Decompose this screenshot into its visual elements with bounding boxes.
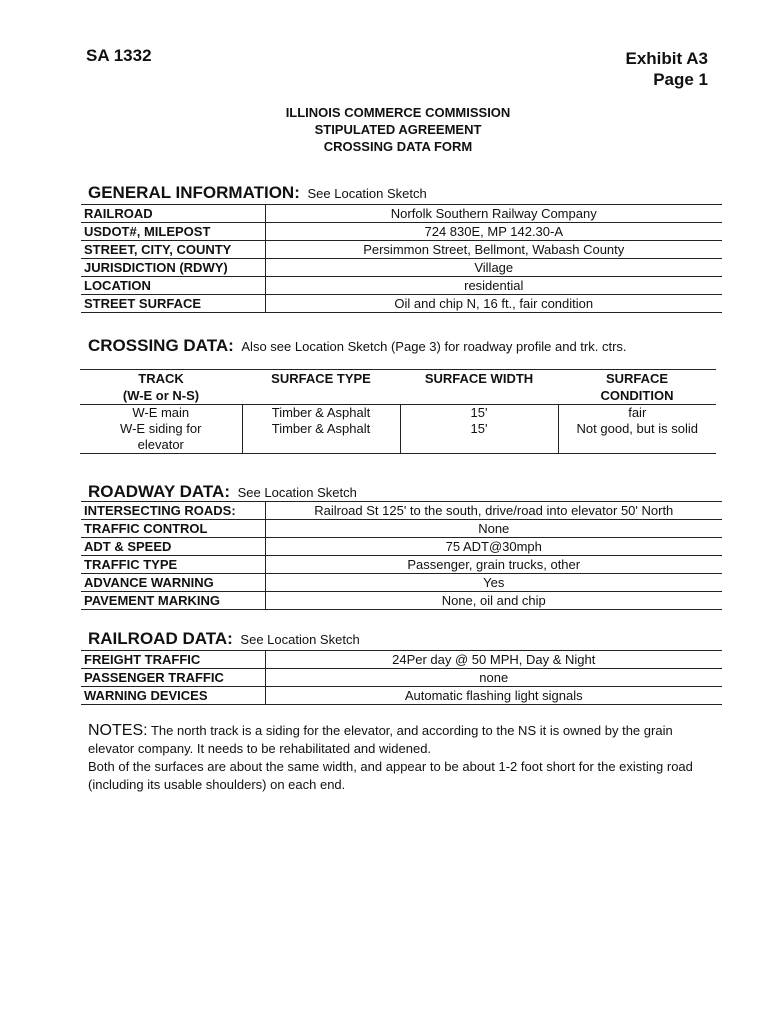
railroad-data-heading	[88, 629, 360, 649]
table-row	[81, 205, 722, 223]
col-condition-line-1: SURFACE	[605, 371, 669, 386]
table-row	[81, 687, 722, 705]
title-line-1: ILLINOIS COMMERCE COMMISSION	[285, 105, 511, 120]
title-line-3: CROSSING DATA FORM	[323, 139, 473, 154]
field-value: residential	[265, 277, 722, 295]
table-row	[81, 651, 722, 669]
notes-paragraph-1	[88, 722, 716, 758]
table-row	[81, 295, 722, 313]
page-number: Page 1	[653, 70, 708, 89]
table-row	[81, 520, 722, 538]
crossing-data-title: CROSSING DATA:	[88, 336, 234, 355]
cell-condition: Not good, but is solid	[558, 421, 716, 454]
field-label: WARNING DEVICES	[81, 687, 265, 705]
notes-section	[88, 722, 716, 794]
cell-type: Timber & Asphalt	[242, 421, 400, 454]
field-label: STREET SURFACE	[81, 295, 265, 313]
table-row	[81, 669, 722, 687]
crossing-data-heading	[88, 336, 627, 356]
cell-track: W-E siding for elevator	[80, 421, 242, 454]
table-row	[80, 405, 716, 422]
field-value: none	[265, 669, 722, 687]
table-row	[81, 574, 722, 592]
field-label: TRAFFIC TYPE	[81, 556, 265, 574]
railroad-data-note: See Location Sketch	[240, 632, 360, 647]
field-label: STREET, CITY, COUNTY	[81, 241, 265, 259]
field-value: Passenger, grain trucks, other	[265, 556, 722, 574]
railroad-data-table	[81, 650, 722, 705]
field-label: TRAFFIC CONTROL	[81, 520, 265, 538]
col-track-line-2: (W-E or N-S)	[122, 388, 200, 403]
roadway-data-note: See Location Sketch	[237, 485, 357, 500]
table-row	[81, 556, 722, 574]
field-value: 24Per day @ 50 MPH, Day & Night	[265, 651, 722, 669]
field-value: Yes	[265, 574, 722, 592]
cell-width: 15'	[400, 405, 558, 422]
field-value: Automatic flashing light signals	[265, 687, 722, 705]
cell-condition: fair	[628, 405, 647, 420]
field-value: 75 ADT@30mph	[265, 538, 722, 556]
field-value: Village	[265, 259, 722, 277]
field-label: LOCATION	[81, 277, 265, 295]
field-label: RAILROAD	[81, 205, 265, 223]
field-value: Oil and chip N, 16 ft., fair condition	[265, 295, 722, 313]
table-row	[81, 502, 722, 520]
title-line-2: STIPULATED AGREEMENT	[314, 122, 482, 137]
col-surface-condition	[558, 370, 716, 405]
cell-width: 15'	[400, 421, 558, 454]
notes-text-1: The north track is a siding for the elevator, and according to the NS it is owned by the grain elevator company. It needs to be rehabilitated and widened.	[88, 723, 673, 756]
table-row	[81, 592, 722, 610]
field-label: ADT & SPEED	[81, 538, 265, 556]
roadway-data-table	[81, 501, 722, 610]
general-info-table	[81, 204, 722, 313]
field-value: Norfolk Southern Railway Company	[265, 205, 722, 223]
field-label: ADVANCE WARNING	[81, 574, 265, 592]
railroad-data-title: RAILROAD DATA:	[88, 629, 233, 648]
crossing-data-table	[80, 369, 716, 454]
notes-paragraph-2: Both of the surfaces are about the same width, and appear to be about 1-2 foot short for the existing road (including its usable shoulders) on each end.	[88, 759, 693, 792]
exhibit-number: Exhibit A3	[625, 49, 708, 68]
table-row	[81, 241, 722, 259]
field-value: Persimmon Street, Bellmont, Wabash County	[265, 241, 722, 259]
col-surface-width: SURFACE WIDTH	[400, 370, 558, 405]
col-track	[80, 370, 242, 405]
table-header-row	[80, 370, 716, 405]
field-label: PAVEMENT MARKING	[81, 592, 265, 610]
table-row	[81, 277, 722, 295]
crossing-data-note: Also see Location Sketch (Page 3) for roadway profile and trk. ctrs.	[241, 339, 627, 354]
document-id: SA 1332	[86, 46, 152, 65]
field-label: PASSENGER TRAFFIC	[81, 669, 265, 687]
col-surface-type: SURFACE TYPE	[242, 370, 400, 405]
field-label: FREIGHT TRAFFIC	[81, 651, 265, 669]
field-value: Railroad St 125' to the south, drive/road into elevator 50' North	[265, 502, 722, 520]
table-row	[80, 421, 716, 454]
cell-type: Timber & Asphalt	[242, 405, 400, 422]
col-track-line-1: TRACK	[138, 371, 184, 386]
field-value: None	[265, 520, 722, 538]
roadway-data-title: ROADWAY DATA:	[88, 482, 230, 501]
field-label: JURISDICTION (RDWY)	[81, 259, 265, 277]
field-label: INTERSECTING ROADS:	[81, 502, 265, 520]
field-value: 724 830E, MP 142.30-A	[265, 223, 722, 241]
notes-heading: NOTES:	[88, 722, 148, 739]
col-condition-line-2: CONDITION	[600, 388, 674, 403]
field-label: USDOT#, MILEPOST	[81, 223, 265, 241]
roadway-data-heading	[88, 482, 357, 502]
general-info-note: See Location Sketch	[307, 186, 427, 201]
table-row	[81, 223, 722, 241]
field-value: None, oil and chip	[265, 592, 722, 610]
table-row	[81, 538, 722, 556]
exhibit-label	[626, 48, 709, 90]
general-info-title: GENERAL INFORMATION:	[88, 183, 300, 202]
general-info-heading	[88, 183, 427, 203]
form-title	[0, 104, 770, 155]
table-row	[81, 259, 722, 277]
cell-track: W-E main	[80, 405, 242, 422]
